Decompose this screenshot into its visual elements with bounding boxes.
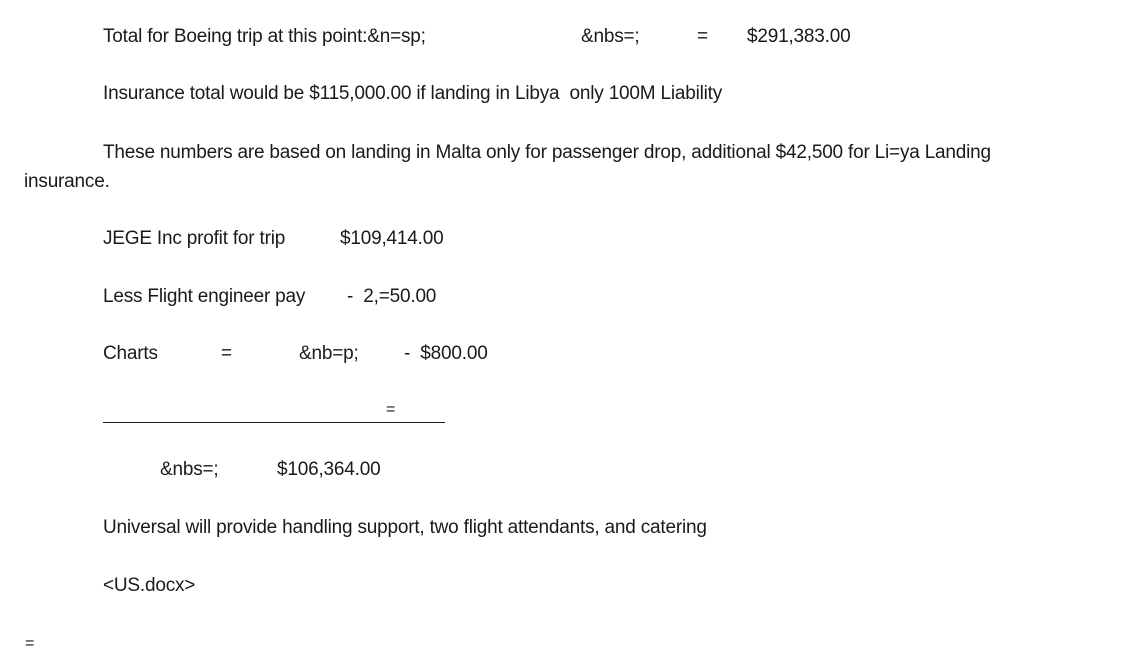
- total-label: Total for Boeing trip at this point:&n=sp;: [103, 26, 426, 47]
- numbers-line-1: These numbers are based on landing in Malta only for passenger drop, additional $42,500 for Li=ya Landing: [103, 142, 991, 163]
- charts-equals: =: [221, 343, 232, 364]
- charts-entity-artifact: &nb=p;: [299, 343, 359, 364]
- engineer-label: Less Flight engineer pay: [103, 286, 306, 307]
- total-equals: =: [697, 26, 708, 47]
- net-amount: $106,364.00: [277, 459, 381, 480]
- charts-label: Charts: [103, 343, 158, 364]
- profit-label: JEGE Inc profit for trip: [103, 228, 286, 249]
- insurance-line: Insurance total would be $115,000.00 if landing in Libya only 100M Liability: [103, 83, 723, 104]
- net-entity-artifact: &nbs=;: [160, 459, 219, 480]
- total-amount: $291,383.00: [747, 26, 851, 47]
- attachment-link[interactable]: <US.docx>: [103, 575, 196, 596]
- charts-amount: - $800.00: [404, 343, 488, 364]
- total-entity-artifact: &nbs=;: [581, 26, 640, 47]
- footer-equals-artifact: =: [25, 635, 35, 652]
- rule-equals-artifact: =: [386, 401, 396, 418]
- profit-amount: $109,414.00: [340, 228, 444, 249]
- universal-line: Universal will provide handling support, two flight attendants, and catering: [103, 517, 707, 538]
- sum-rule: [103, 422, 445, 423]
- numbers-line-2: insurance.: [24, 171, 110, 192]
- engineer-amount: - 2,=50.00: [347, 286, 437, 307]
